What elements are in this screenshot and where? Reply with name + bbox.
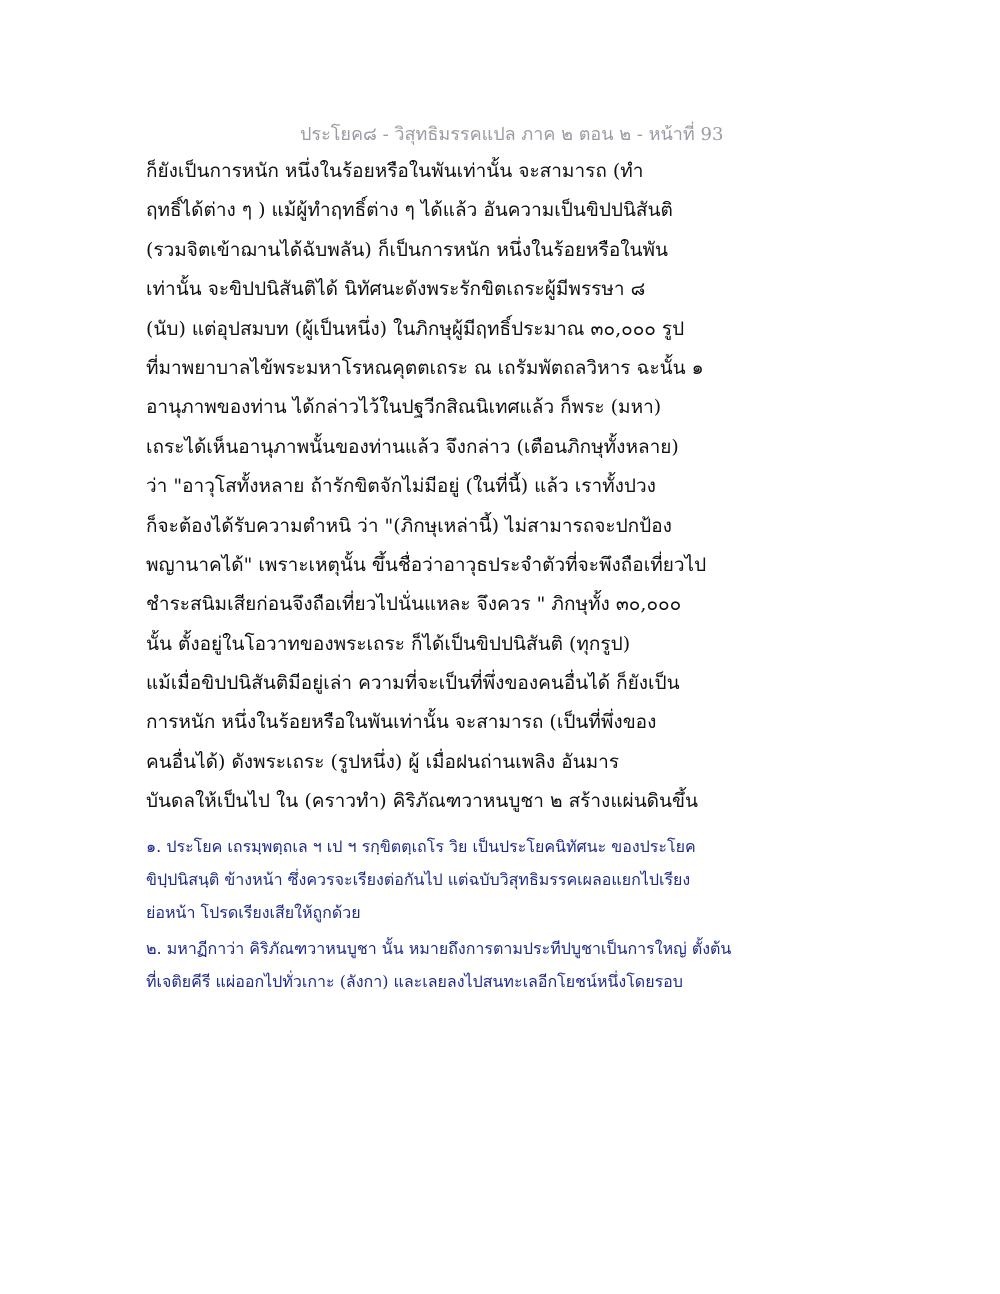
footnote-2-line: ที่เจติยคีรี แผ่ออกไปทั่วเกาะ (ลังกา) และเลยลงไปสนทะเลอีกโยชน์หนึ่งโดยรอบ: [146, 972, 683, 991]
footnote-1-line: ๑. ประโยค เถรมฺพตฺถเล ฯ เป ฯ รกฺขิตตฺเถโร วิย เป็นประโยคนิทัศนะ ของประโยค: [146, 837, 696, 856]
body-line: บันดลให้เป็นไป ใน (คราวทำ) คิริภัณฑวาหนบูชา ๒ สร้างแผ่นดินขึ้น: [146, 790, 698, 813]
footnote-1-line: ขิปฺปนิสนฺติ ข้างหน้า ซึ่งควรจะเรียงต่อกันไป แต่ฉบับวิสุทธิมรรคเผลอแยกไปเรียง: [146, 870, 691, 889]
body-line: ก็จะต้องได้รับความตำหนิ ว่า "(ภิกษุเหล่านี้) ไม่สามารถจะปกป้อง: [146, 514, 672, 537]
body-paragraph: [146, 152, 746, 822]
body-line: คนอื่นได้) ดังพระเถระ (รูปหนึ่ง) ผู้ เมื่อฝนถ่านเพลิง อันมาร: [146, 750, 620, 773]
footnotes: [146, 830, 786, 998]
body-line: ที่มาพยาบาลไข้พระมหาโรหณคุตตเถระ ณ เถรัมพัตถลวิหาร ฉะนั้น ๑: [146, 356, 704, 379]
body-line: การหนัก หนึ่งในร้อยหรือในพันเท่านั้น จะสามารถ (เป็นที่พึ่งของ: [146, 711, 657, 734]
body-line: ฤทธิ์ได้ต่าง ๆ ) แม้ผู้ทำฤทธิ์ต่าง ๆ ได้แล้ว อันความเป็นขิปปนิสันติ: [146, 199, 673, 222]
body-line: ชำระสนิมเสียก่อนจึงถือเที่ยวไปนั่นแหละ จึงควร " ภิกษุทั้ง ๓๐,๐๐๐: [146, 593, 682, 616]
body-line: พญานาคได้" เพราะเหตุนั้น ขึ้นชื่อว่าอาวุธประจำตัวที่จะพึงถือเที่ยวไป: [146, 553, 707, 576]
body-line: แม้เมื่อขิปปนิสันติมีอยู่เล่า ความที่จะเป็นที่พึ่งของคนอื่นได้ ก็ยังเป็น: [146, 672, 680, 695]
footnote-1-line: ย่อหน้า โปรดเรียงเสียให้ถูกด้วย: [146, 903, 361, 922]
body-line: ว่า "อาวุโสทั้งหลาย ถ้ารักขิตจักไม่มีอยู่ (ในที่นี้) แล้ว เราทั้งปวง: [146, 475, 656, 498]
body-line: ก็ยังเป็นการหนัก หนึ่งในร้อยหรือในพันเท่านั้น จะสามารถ (ทำ: [146, 160, 644, 182]
body-line: นั้น ตั้งอยู่ในโอวาทของพระเถระ ก็ได้เป็นขิปปนิสันติ (ทุกรูป): [146, 632, 631, 655]
body-line: (นับ) แต่อุปสมบท (ผู้เป็นหนึ่ง) ในภิกษุผู้มีฤทธิ์ประมาณ ๓๐,๐๐๐ รูป: [146, 317, 685, 340]
footnote-2-line: ๒. มหาฏีกาว่า คิริภัณฑวาหนบูชา นั้น หมายถึงการตามประทีปบูชาเป็นการใหญ่ ตั้งต้น: [146, 939, 732, 958]
body-line: เถระได้เห็นอานุภาพนั้นของท่านแล้ว จึงกล่าว (เตือนภิกษุทั้งหลาย): [146, 435, 679, 458]
running-header: ประโยค๘ - วิสุทธิมรรคแปล ภาค ๒ ตอน ๒ - หน้าที่ 93: [300, 124, 724, 145]
body-line: อานุภาพของท่าน ได้กล่าวไว้ในปฐวีกสิณนิเทศแล้ว ก็พระ (มหา): [146, 396, 662, 419]
body-line: เท่านั้น จะขิปปนิสันติได้ นิทัศนะดังพระรักขิตเถระผู้มีพรรษา ๘: [146, 278, 646, 301]
body-line: (รวมจิตเข้าฌานได้ฉับพลัน) ก็เป็นการหนัก หนึ่งในร้อยหรือในพัน: [146, 238, 669, 261]
